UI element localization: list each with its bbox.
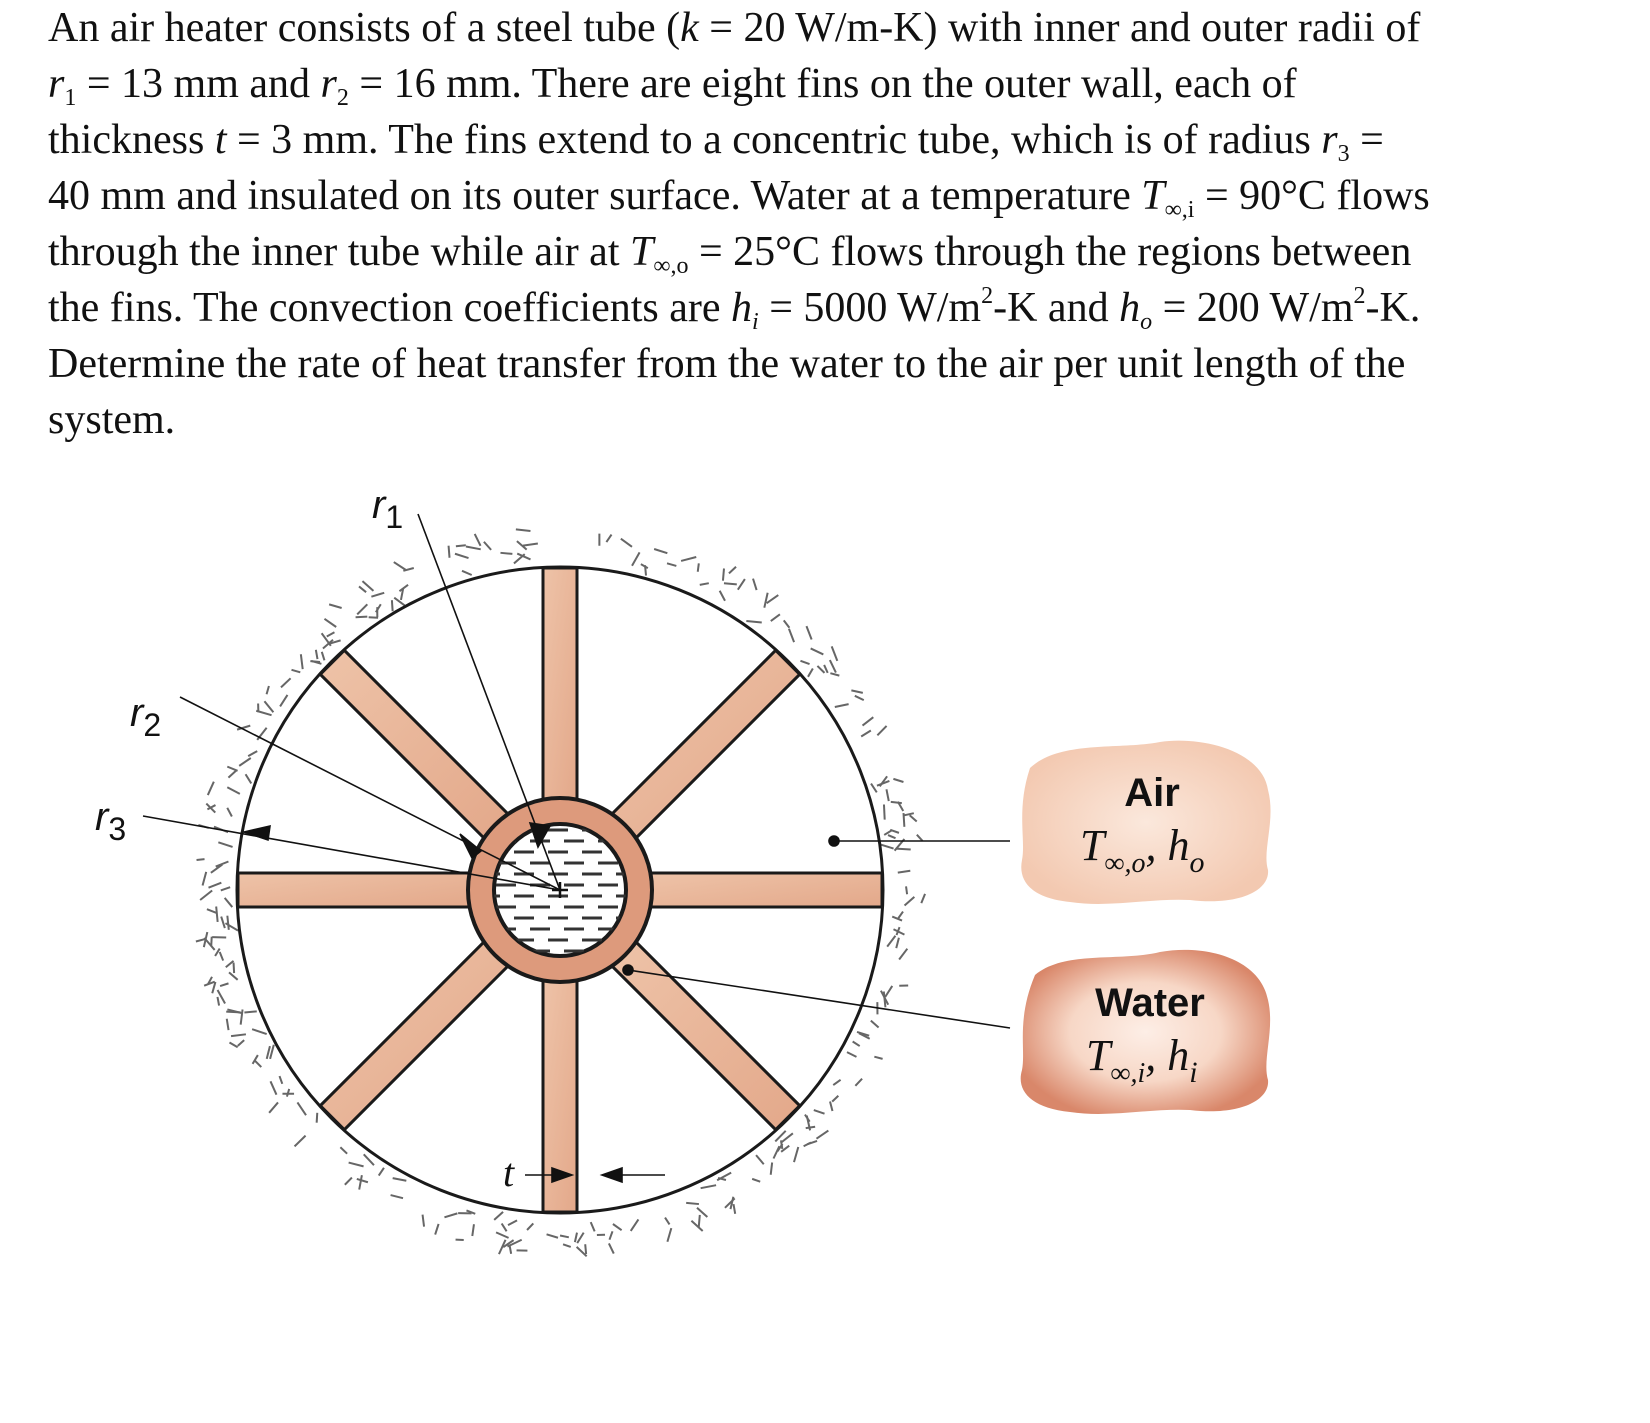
problem-statement	[48, 0, 1628, 448]
t-label: t	[503, 1150, 515, 1195]
problem-line: Determine the rate of heat transfer from the water to the air per unit length of the	[48, 336, 1628, 392]
problem-line: $r_1 = 13$ mm and $r_2 = 16$ mm. There are eight fins on the outer wall, each of	[48, 56, 1628, 112]
problem-line: An air heater consists of a steel tube (k = 20 W/m-K) with inner and outer radii of	[48, 0, 1628, 56]
problem-line: the fins. The convection coefficients are $h_i = 5000$ $W/m^2-K$ and $h_o = 200$ $W/m^2-K$.	[48, 280, 1628, 336]
problem-line: thickness t = 3 mm. The fins extend to a concentric tube, which is of radius $r_3$ =	[48, 112, 1628, 168]
air-heater-figure	[0, 460, 1650, 1418]
r1-label: $r_1$	[372, 483, 403, 535]
air-params: $T_{\infty,o}$, $h_o$	[1080, 821, 1204, 879]
problem-line: through the inner tube while air at $T_{\infty,o} = 25^\circ C$ flows through the regions between	[48, 224, 1628, 280]
fin	[543, 568, 577, 800]
water-params: $T_{\infty,i}$, $h_i$	[1086, 1031, 1198, 1089]
problem-line: system.	[48, 392, 1628, 448]
r2-label: $r_2$	[130, 691, 161, 743]
air-title: Air	[1124, 771, 1180, 815]
fin	[238, 873, 470, 907]
r3-label: $r_3$	[95, 795, 126, 847]
fin	[650, 873, 882, 907]
problem-line: 40 mm and insulated on its outer surface. Water at a temperature $T_{\infty,i} = 90^\circ C$ flows	[48, 168, 1628, 224]
water-title: Water	[1095, 981, 1205, 1025]
